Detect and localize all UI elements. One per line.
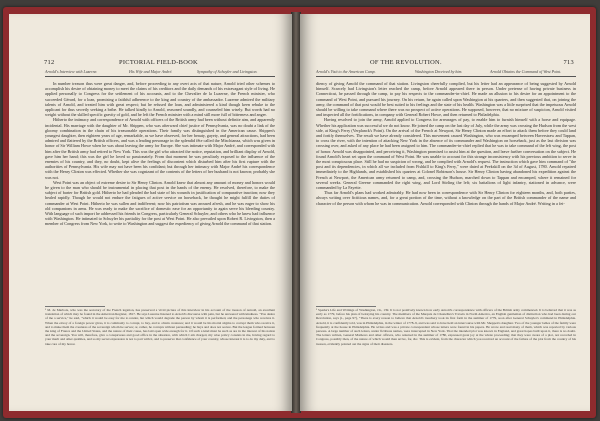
- left-footnote-rule: [45, 306, 105, 307]
- left-subtitle-2: His Wife and Major André.: [129, 69, 173, 74]
- right-footnote: ¹ Sparks's Life and Writings of Washington, vii., 139. It is not positively known how early Arnold's correspondence with officers of the British army commenced. It is believed that it was as early as 1779, before his plan of betraying his country. The members of the Marquis de Chastellux's Travels in North America, an English gentleman of distinction who had been during our Revolution, says (i., page 97), "There is every reason to believe that Arnold's treachery took its first form in the summer of 1779, soon after General Schuyler's command in Philadelphia. Arnold, it is confidently told, was in Philadelphia, in the winter of 1778–9, and was said to have held an intercourse with Mr. Sheppen's daughter. Two of the younger ladies of the family were frequently at the house in Philadelphia. He writes and was a private correspondent whose letters were found in his papers. He wrote and read many of them, which was reported by various persons. A large number of such letters, under fictitious names, were intercepted in New York. That the intended plot was known in England, and great hopes built upon it, there is no doubt. The letters written, General Mathews and other officers, who returned in the summer of 1780, expressed great joy at the whole proceeding; that they were aware of a plot, not recorded in Congress, possibly then, of the nature of which would then arrive, for, &c. This is evident, from the character which you received an account of the failure of the plot from the country of his treason, evidently pointed out the signs of their disasters.: [316, 308, 576, 346]
- right-header-rule: [316, 76, 576, 77]
- left-page: [9, 14, 292, 411]
- right-subtitle-2: Washington Deceived by him.: [415, 69, 463, 74]
- left-running-title: PICTORIAL FIELD-BOOK: [119, 59, 198, 66]
- right-paragraph: Thus far Arnold's plans had worked admirably. He had now been in correspondence with Sir Henry Clinton for eighteen months, and, both parties, always writing over fictitious names, and, for a great portion of the time, without a knowledge on the part of the British commander of the name and character of the person with whom he was in communication. Arnold corresponded with Clinton through the hands of Major André. Writing in a fei-: [316, 190, 576, 206]
- left-body-text: [45, 81, 275, 306]
- right-running-title: OF THE REVOLUTION.: [370, 59, 442, 66]
- right-paragraph: Having resolved to join the army, Arnold applied to Congress for arrearages of pay, to enable him to furnish himself with a horse and equipage. Whether his application was successful we do not know. He joined the camp on the last day of July, while the army was crossing the Hudson from the west side, at King's Ferry (Verplanck's Point). On the arrival of the French at Newport, Sir Henry Clinton made an effort to attack them before they could land and fortify themselves. The result we have already considered. This movement caused Washington, who was encamped between Haverstraw and Tappan, to cross the river, with the intention of attacking New York in the absence of its commander and Washington on horseback, just as the last division was crossing over, and asked of any place he had been assigned to him. The commander-in-chief replied that he was to take command of the left wing, the post of honor. Arnold was disappointed, and perceiving it, Washington promised to assist him at the question, and leave further conversation on the subject. He found Arnold's heart set upon the command of West Point. He was unable to account for this strange inconsistency with his previous ambition to serve in the most conspicuous place. Still he had no suspicion of wrong, and he complied with Arnold's request. The instruction which gave him command of "the post and its dependencies, in which all we included from Fishkill to King's Ferry," were dated at Peekskill on the 3d of August, 1780. Arnold repaired immediately to the Highlands, and established his quarters at Colonel Robinson's house. Sir Henry Clinton having abandoned his expedition against the French at Newport, the American army returned to camp, and, crossing the Hudson, marched down to Tappan and encamped, where it remained for several weeks. General Greene commanded the right wing, and Lord Stirling the left; six battalions of light infantry, stationed in advance, were commanded by La Fayette.: [316, 117, 576, 191]
- left-page-number: 712: [44, 59, 55, 66]
- right-page-header: [300, 59, 590, 69]
- right-footnote-rule: [316, 306, 376, 307]
- left-page-header: [9, 59, 292, 69]
- right-subtitle-1: Arnold's Visit to the American Camp.: [316, 69, 376, 74]
- right-subtitle-3: Arnold Obtains the Command of West Point.: [490, 69, 562, 74]
- right-body-text: [316, 81, 576, 306]
- left-footnote: ¹ M. de Marbois, who was the secretary of the French legation, has preserved a vivid picture of this interview in his account of the treason of Arnold, an excellent translation of which may be found in the American Register, 1817. He says Luzerne listened to Arnold's discourse with pain, but he answered with kindness. "You desire of me a service," he said, "which it would be easy for me to render, but which would degrade the person by whom it is performed, and the personage who receives it. When the envoy of a foreign power gives, it is commonly to corrupt, to buy, and to obtain creatures; and it would be his mortal stigma to corrupt them who receive it, and to make them the creatures of the sovereign whom he serves; or, rather, he corrupts without persuading; he buys and does not secure. But the league formed between the king of France and the United States, and the nature of their cause, has laid open wide enough for it. Of such a kind must be such as are in the interest of his nation and the sovereign. You will, therefore, give a conspicuous and good office in the situation, with which I am charged, my wise policy consists in me, having regard to your merit and other qualities, and so my secret expression is not to part with it, and to preserve that confidence of your country, whose interest it is to do my duty, and to take care of my honor.: [45, 308, 275, 346]
- left-header-rule: [45, 76, 275, 77]
- left-subtitle-1: Arnold's Interview with Luzerne.: [45, 69, 98, 74]
- right-page: [300, 14, 590, 411]
- right-page-number: 713: [563, 59, 574, 66]
- left-paragraph: In number treason thus were great danger, and, before proceeding to any overt acts of that nature, Arnold tried other schemes to accomplish his desire of obtaining money to meet the claims of his creditors and the daily demands of his extravagant style of living. He applied personally to Congress for the settlement of his accounts, and to the Chevalier de la Luzerne, the French minister, who succeeded Gérard, for a loan, promising a faithful adherence to the king and country of the ambassador. Luzerne admired the military talents of Arnold, and treated him with great respect; but he refused the loan, and administered a kind though keen rebuke to the applicant for thus secretly seeking a bribe. He talked kindly to Arnold, reasoned soundly, and counseled him wisely. But words had no weight without the skilled specific gravity of gold, and he left the French minister with a mind still more full of bitterness and anger.: [45, 81, 275, 118]
- right-paragraph: diency of giving Arnold the command of that station. Livingston cheerfully complied, but his letter had an appearance of being suggested by Arnold himself. Scarcely had Livingston's letter reached the camp, before Arnold appeared there in person. Under pretense of having private business in Connecticut, he passed through the camp, to pay his respects to the commander-in-chief. He made an allusion to his desire for an appointment to the command of West Point, and pursued his journey. On his return, he again called upon Washington at his quarters, and then suggested that, on joining the army, the command of that post would be best suited to his feelings and the state of his health. Washington was a little surprised that the impetuous Arnold should be willing to take command where there was no prospect of active operations. He supposed, however, that no mixture of suspicion, Arnold visited and inspected all the fortifications, in company with General Robert Howe, and then returned to Philadelphia.: [316, 81, 576, 118]
- left-paragraph: West Point was an object of extreme desire to Sir Henry Clinton. Arnold knew that almost any amount of money and honors would be given to the man who should be instrumental in placing that post in the hands of the enemy. He resolved, therefore, to make the subject of barter for British gold. Hitherto he had pleaded the bad state of his wounds in justification of comparative inaction; now they healed rapidly. Though he would not endure the fatigues of active service on horseback, he thought he might fulfill the duties of commander at West Point. Hitherto he was sullen and indifferent; now his patriotism was aroused afresh, and he was eager to show his old companions in arms. He was ready to make the sacrifice of domestic ease for an opportunity to again serve his bleeding country. With language of such import he addressed his friends in Congress, particularly General Schuyler, and others who he knew had influence with Washington. He intimated to Schuyler his partiality for the post at West Point. He also prevailed upon Robert R. Livingston, then a member of Congress from New York, to write to Washington and suggest the expediency of giving Arnold the command of that station.: [45, 179, 275, 227]
- left-subtitle-3: Sympathy of Schuyler and Livingston.: [197, 69, 258, 74]
- left-paragraph: Hitherto the intimacy and correspondence of Arnold with officers of the British army had been without definite aim, and apparently incidental. His marriage with the daughter of Mr. Shippen, who was afterward chief justice of Pennsylvania, was no doubt a link of the gloomy combination in the chain of his treasonable operations. Their family was distinguished in the American cause. Shippen's youngest daughter, then eighteen years of age, remarkable, as we have observed, for her beauty, gayety, and general attractions, had been admired and flattered by the British officers, and was a leading personage in the splendid fête called the Mischianza, which was given in honor of Sir William Howe when he was about leaving the army for Europe. She was intimate with Major André, and corresponded with him after the British army had retired to New York. This was the girl who attracted the notice, reputation, and brilliant display of Arnold, gave him her hand; this was the girl he loved so passionately. From that moment he was peculiarly exposed to the influence of the enemies of his country, and they, no doubt, kept alive the feelings of discontent which disturbed him after his first rupture with the authorities of Pennsylvania. His wife may not have been his confidant; but through her intimacy with Major André his correspondence with the Henry Clinton was effected. Whether she was cognizant of the contents of the letters of her husband is not known; probably she was not.: [45, 117, 275, 180]
